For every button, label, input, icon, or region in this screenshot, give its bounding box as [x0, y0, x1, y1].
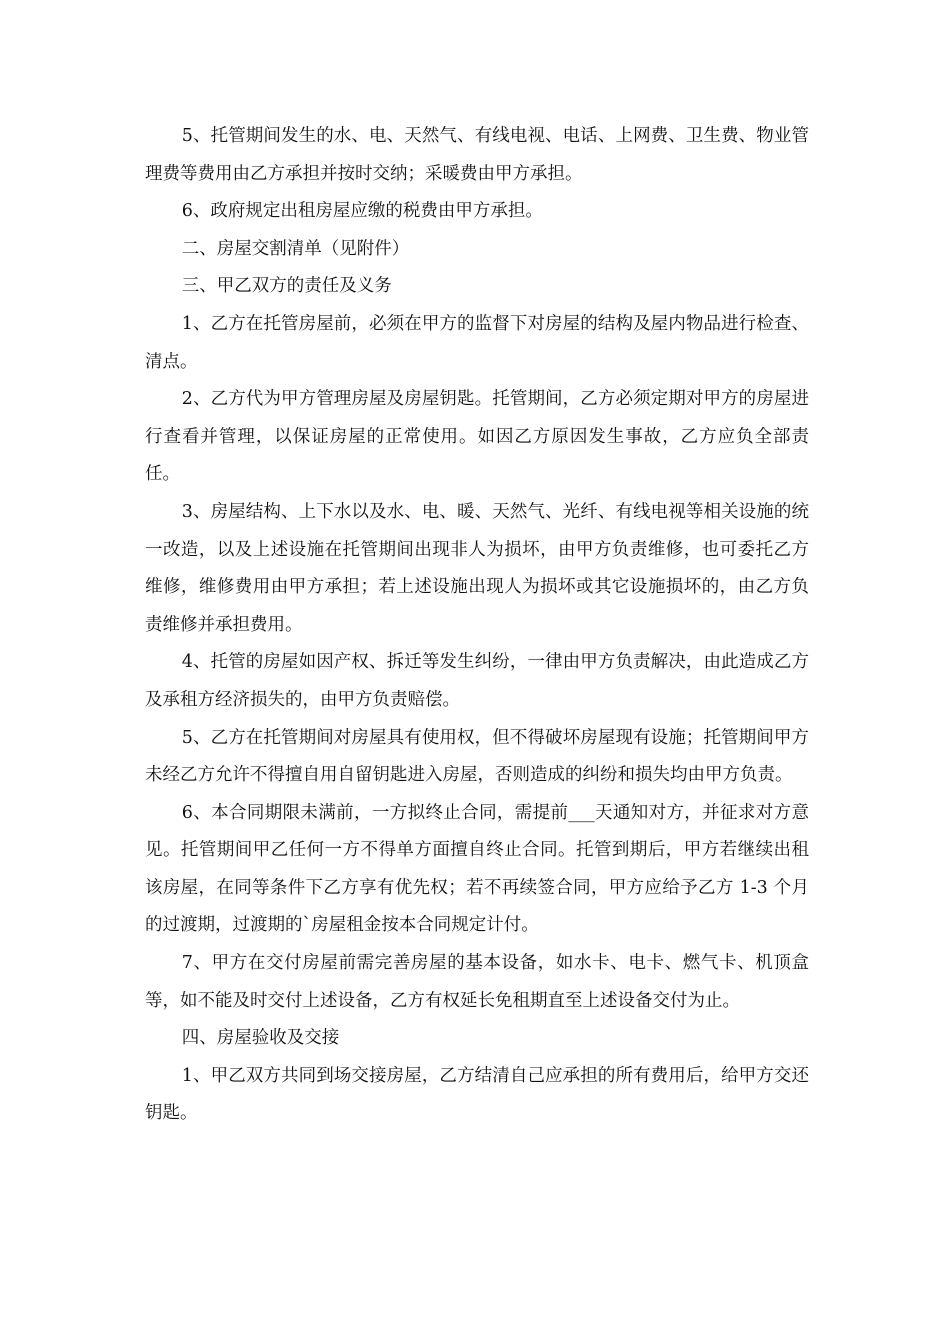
clause-termination: 6、本合同期限未满前，一方拟终止合同，需提前___天通知对方，并征求对方意见。托管期间甲乙任何一方不得单方面擅自终止合同。托管到期后，甲方若继续出租该房屋，在同等条件下乙方享有优先权；若不再续签合同，甲方应给予乙方 1-3 个月的过渡期，过渡期的`房屋租金按本合同规定计付。 [145, 802, 809, 936]
clause-property-disputes: 4、托管的房屋如因产权、拆迁等发生纠纷，一律由甲方负责解决，由此造成乙方及承租方经济损失的，由甲方负责赔偿。 [145, 652, 809, 710]
clause-key-management: 2、乙方代为甲方管理房屋及房屋钥匙。托管期间，乙方必须定期对甲方的房屋进行查看并管理，以保证房屋的正常使用。如因乙方原因发生事故，乙方应负全部责任。 [145, 389, 809, 485]
clause-basic-equipment: 7、甲方在交付房屋前需完善房屋的基本设备，如水卡、电卡、燃气卡、机顶盒等，如不能及时交付上述设备，乙方有权延长免租期直至上述设备交付为止。 [145, 953, 809, 1011]
clause-utility-fees: 5、托管期间发生的水、电、天然气、有线电视、电话、上网费、卫生费、物业管理费等费用由乙方承担并按时交纳；采暖费由甲方承担。 [145, 126, 809, 184]
section-heading-handover-list: 二、房屋交割清单（见附件） [181, 238, 410, 259]
section-heading-acceptance: 四、房屋验收及交接 [181, 1028, 340, 1049]
clause-repairs: 3、房屋结构、上下水以及水、电、暖、天然气、光纤、有线电视等相关设施的统一改造，以及上述设施在托管期间出现非人为损坏，由甲方负责维修，也可委托乙方维修，维修费用由甲方承担；若上述设施出现人为损坏或其它设施损坏的，由乙方负责维修并承担费用。 [145, 501, 809, 635]
section-heading-responsibilities: 三、甲乙双方的责任及义务 [181, 276, 392, 297]
clause-joint-handover: 1、甲乙双方共同到场交接房屋，乙方结清自己应承担的所有费用后，给甲方交还钥匙。 [145, 1065, 809, 1124]
clause-inspection: 1、乙方在托管房屋前，必须在甲方的监督下对房屋的结构及屋内物品进行检查、清点。 [145, 313, 809, 372]
clause-taxes: 6、政府规定出租房屋应缴的税费由甲方承担。 [181, 201, 543, 222]
document-body [145, 118, 809, 1133]
clause-usage-rights: 5、乙方在托管期间对房屋具有使用权，但不得破坏房屋现有设施；托管期间甲方未经乙方允许不得擅自用自留钥匙进入房屋，否则造成的纠纷和损失均由甲方负责。 [145, 727, 809, 786]
